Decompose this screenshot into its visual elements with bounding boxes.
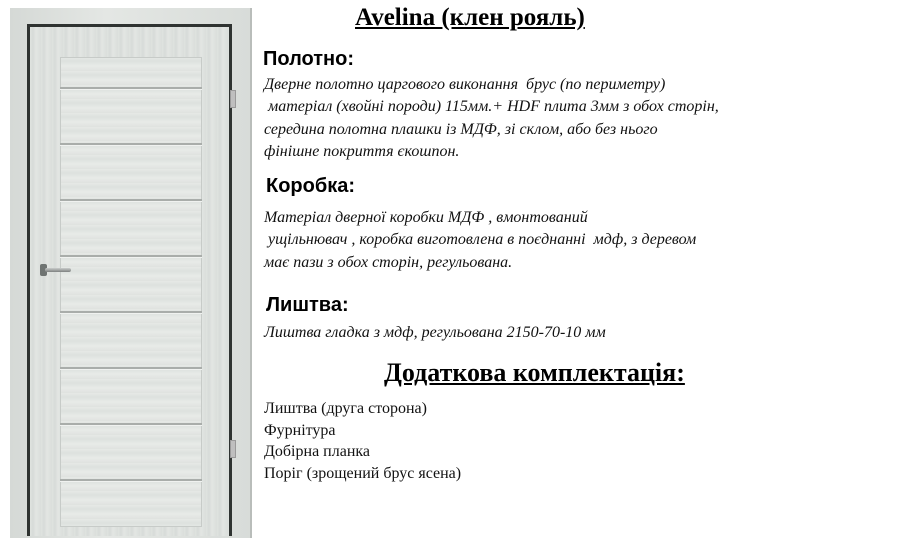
text-line: матеріал (хвойні породи) 115мм.+ HDF плита 3мм з обох сторін, bbox=[264, 98, 719, 116]
section-heading-lyshtva: Лиштва: bbox=[266, 294, 349, 316]
page-title: Avelina (клен рояль) bbox=[355, 4, 585, 31]
list-item: Лиштва (друга сторона) bbox=[264, 400, 427, 417]
door-handle-icon bbox=[40, 266, 74, 274]
section-heading-korobka: Коробка: bbox=[266, 175, 356, 197]
door-panel-line bbox=[60, 423, 202, 425]
section-heading-polotno: Полотно: bbox=[263, 48, 355, 70]
door-panel bbox=[60, 57, 202, 527]
door-panel-line bbox=[60, 87, 202, 89]
text-line: Дверне полотно царгового виконання брус (по периметру) bbox=[264, 76, 666, 93]
list-item: Фурнітура bbox=[264, 421, 336, 439]
door-hinge-icon bbox=[230, 440, 236, 458]
extras-list bbox=[264, 398, 461, 484]
door-panel-line bbox=[60, 255, 202, 257]
text-line: середина полотна плашки із МДФ, зі склом, або без нього bbox=[264, 120, 658, 138]
section-text-korobka bbox=[264, 207, 696, 274]
section-text-lyshtva bbox=[264, 322, 606, 344]
text-line: ущільнювач , коробка виготовлена в поєднанні мдф, з деревом bbox=[264, 231, 697, 249]
text-line: Матеріал дверної коробки МДФ , вмонтований bbox=[264, 209, 588, 226]
text-line: має пази з обох сторін, регульована. bbox=[264, 253, 513, 271]
door-panel-line bbox=[60, 479, 202, 481]
door-panel-line bbox=[60, 311, 202, 313]
door-hinge-icon bbox=[230, 90, 236, 108]
text-line: Лиштва гладка з мдф, регульована 2150-70-10 мм bbox=[264, 324, 606, 341]
list-item: Поріг (зрощений брус ясена) bbox=[264, 464, 462, 482]
section-text-polotno bbox=[264, 74, 719, 163]
door-panel-line bbox=[60, 199, 202, 201]
door-panel-line bbox=[60, 367, 202, 369]
text-line: фінішне покриття єкошпон. bbox=[264, 142, 460, 160]
list-item: Добірна планка bbox=[264, 443, 371, 460]
door-image bbox=[27, 24, 232, 536]
door-panel-line bbox=[60, 143, 202, 145]
extras-heading: Додаткова комплектація: bbox=[384, 358, 685, 387]
door-leaf-surface bbox=[30, 27, 229, 536]
